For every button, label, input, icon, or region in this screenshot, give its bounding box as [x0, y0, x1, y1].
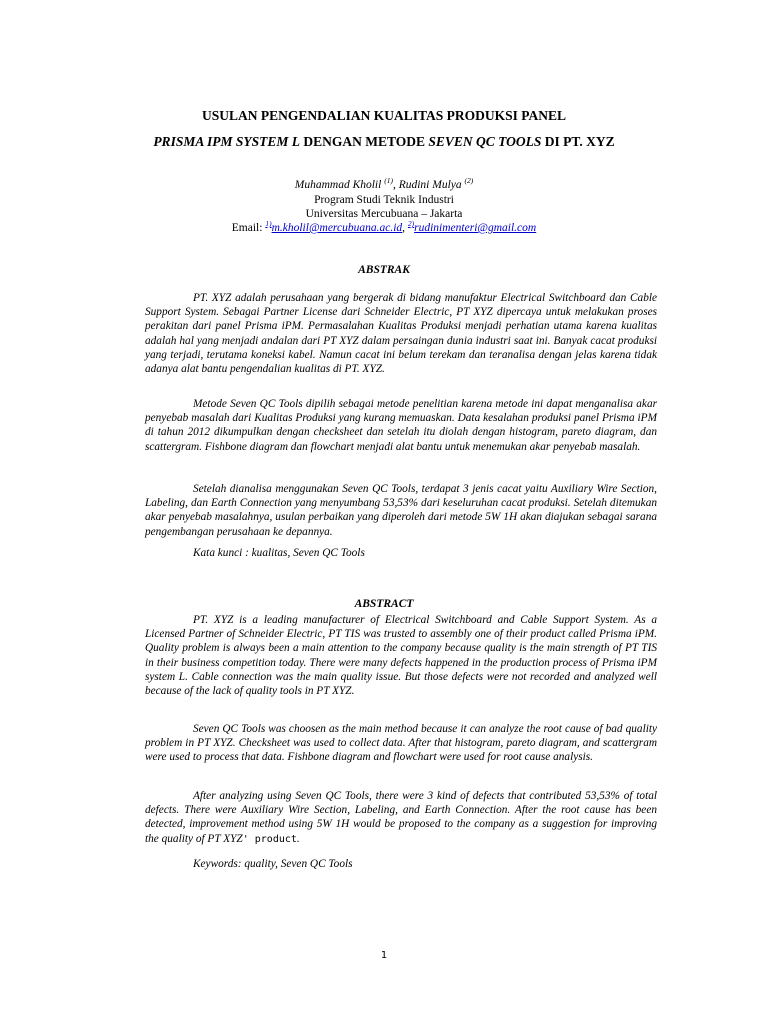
abstrak-keywords: Kata kunci : kualitas, Seven QC Tools: [193, 547, 365, 559]
title-company-text: DI PT. XYZ: [541, 134, 615, 149]
abstract-heading: ABSTRACT: [354, 598, 414, 610]
email-link-2[interactable]: rudinimenteri@gmail.com: [414, 222, 537, 234]
abstract-paragraph-2: Seven QC Tools was choosen as the main method because it can analyze the root cause of bad quality problem in PT XYZ. Checksheet was used to collect data. After that histogram, pareto diagram, and scattergram were used to process that data. Fishbone diagram and flowchart were used for root cause analysis.: [145, 723, 657, 764]
author-separator: , Rudini Mulya: [392, 179, 465, 191]
abstract-paragraph-3-text: After analyzing using Seven QC Tools, there were 3 kind of defects that contributed 53,53% of total defects. There were Auxiliary Wire Section, Labeling, and Earth Connection. After the root cause has been detected, improvement method using 5W 1H would be proposed to the company as a suggestion for improving the quality of PT XYZ: [145, 790, 657, 845]
abstract-product-word: ' product: [242, 833, 297, 845]
title-line-1: USULAN PENGENDALIAN KUALITAS PRODUKSI PANEL: [201, 108, 567, 123]
email-1-marker: 1): [265, 219, 272, 229]
abstract-paragraph-3: [145, 789, 657, 847]
title-method-text: DENGAN METODE: [299, 134, 429, 149]
university: Universitas Mercubuana – Jakarta: [305, 208, 463, 220]
abstract-keywords: Keywords: quality, Seven QC Tools: [193, 858, 353, 870]
abstrak-paragraph-2: Metode Seven QC Tools dipilih sebagai metode penelitian karena metode ini dapat menganalisa akar penyebab masalah dari Kualitas Produksi yang kurang memuaskan. Data kesalahan produksi panel Prisma iPM di tahun 2012 dikumpulkan dengan checksheet dan setelah itu diolah dengan histogram, pareto diagram, dan scattergram. Fishbone diagram dan flowchart menjadi alat bantu untuk menemukan akar penyebab masalah.: [145, 398, 657, 453]
author-2-marker: (2): [464, 176, 474, 186]
abstrak-heading: ABSTRAK: [358, 264, 410, 276]
title-italic-method: SEVEN QC TOOLS: [428, 134, 542, 149]
abstract-paragraph-3-end: .: [296, 832, 300, 845]
title-line-2: [0, 133, 768, 151]
title-italic-product: PRISMA IPM SYSTEM L: [153, 134, 300, 149]
email-label: Email:: [231, 222, 266, 234]
program-study: Program Studi Teknik Industri: [314, 194, 454, 206]
author-1-marker: (1): [384, 176, 393, 186]
email-separator: ,: [402, 222, 408, 234]
email-line: [0, 219, 768, 235]
author-1: Muhammad Kholil: [294, 179, 385, 191]
email-link-1[interactable]: m.kholil@mercubuana.ac.id: [271, 222, 403, 234]
author-names: [0, 176, 768, 192]
abstrak-paragraph-3: Setelah dianalisa menggunakan Seven QC Tools, terdapat 3 jenis cacat yaitu Auxiliary Wire Section, Labeling, dan Earth Connection yang menyumbang 53,53% dari keseluruhan cacat produksi. Setelah ditemukan akar penyebab masalahnya, usulan perbaikan yang diperoleh dari metode 5W 1H akan diajukan sebagai sarana pengembangan perusahaan ke depannya.: [145, 483, 657, 538]
email-2-marker: 2): [407, 219, 415, 229]
abstract-paragraph-1: PT. XYZ is a leading manufacturer of Electrical Switchboard and Cable Support System. As a Licensed Partner of Schneider Electric, PT TIS was trusted to assembly one of their product called Prisma iPM. Quality problem is always been a main attention to the company because quality is the main strength of PT TIS in their business competition today. There were many defects happened in the production process of Prisma iPM system L. Cable connection was the main quality issue. But those defects were not recorded and analyzed well because of the lack of quality tools in PT XYZ.: [145, 614, 657, 698]
page-number: 1: [380, 950, 388, 961]
abstrak-paragraph-1: PT. XYZ adalah perusahaan yang bergerak di bidang manufaktur Electrical Switchboard dan Cable Support System. Sebagai Partner License dari Schneider Electric, PT XYZ dipercaya untuk melakukan proses perakitan dari panel Prisma iPM. Permasalahan Kualitas Produksi menjadi perhatian utama karena kualitas adalah hal yang menjadi andalan dari PT XYZ dalam persaingan dunia industri saat ini. Banyak cacat produksi yang terjadi, terutama koneksi kabel. Namun cacat ini belum terekam dan teranalisa dengan jelas karena tidak adanya alat bantu pengendalian kualitas di PT. XYZ.: [145, 292, 657, 376]
